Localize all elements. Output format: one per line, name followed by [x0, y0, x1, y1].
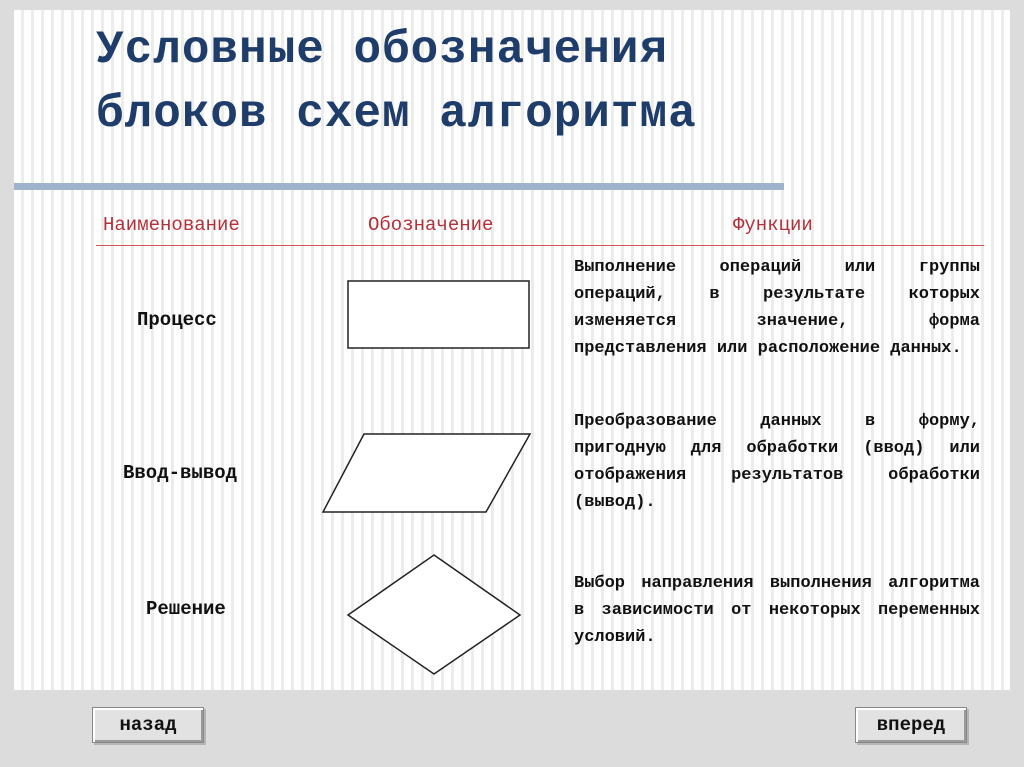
row-function-process: Выполнение операций или группы операций, в результате которых изменяется значение, форма представления или расположение данных.: [574, 258, 980, 358]
forward-button[interactable]: вперед: [855, 707, 967, 743]
slide-title: [96, 18, 697, 146]
header-symbol: Обозначение: [368, 214, 494, 236]
row-name-input-output: Ввод-вывод: [123, 462, 238, 484]
row-function-input-output: Преобразование данных в форму, пригодную для обработки (ввод) или отображения результатов обработки (вывод).: [574, 412, 980, 512]
row-function-decision: Выбор направления выполнения алгоритма в зависимости от некоторых переменных условий.: [574, 574, 980, 647]
row-name-decision: Решение: [146, 598, 226, 620]
header-divider: [96, 245, 984, 246]
row-name-process: Процесс: [137, 309, 217, 331]
slide-title-line-2: блоков схем алгоритма: [96, 88, 697, 140]
slide-title-line-1: Условные обозначения: [96, 24, 669, 76]
header-name: Наименование: [103, 214, 240, 236]
input-output-parallelogram-symbol: [320, 432, 534, 516]
title-divider: [14, 183, 784, 190]
header-functions: Функции: [733, 214, 813, 236]
decision-diamond-symbol: [345, 552, 523, 678]
process-rectangle-symbol: [346, 279, 532, 351]
back-button[interactable]: назад: [92, 707, 204, 743]
